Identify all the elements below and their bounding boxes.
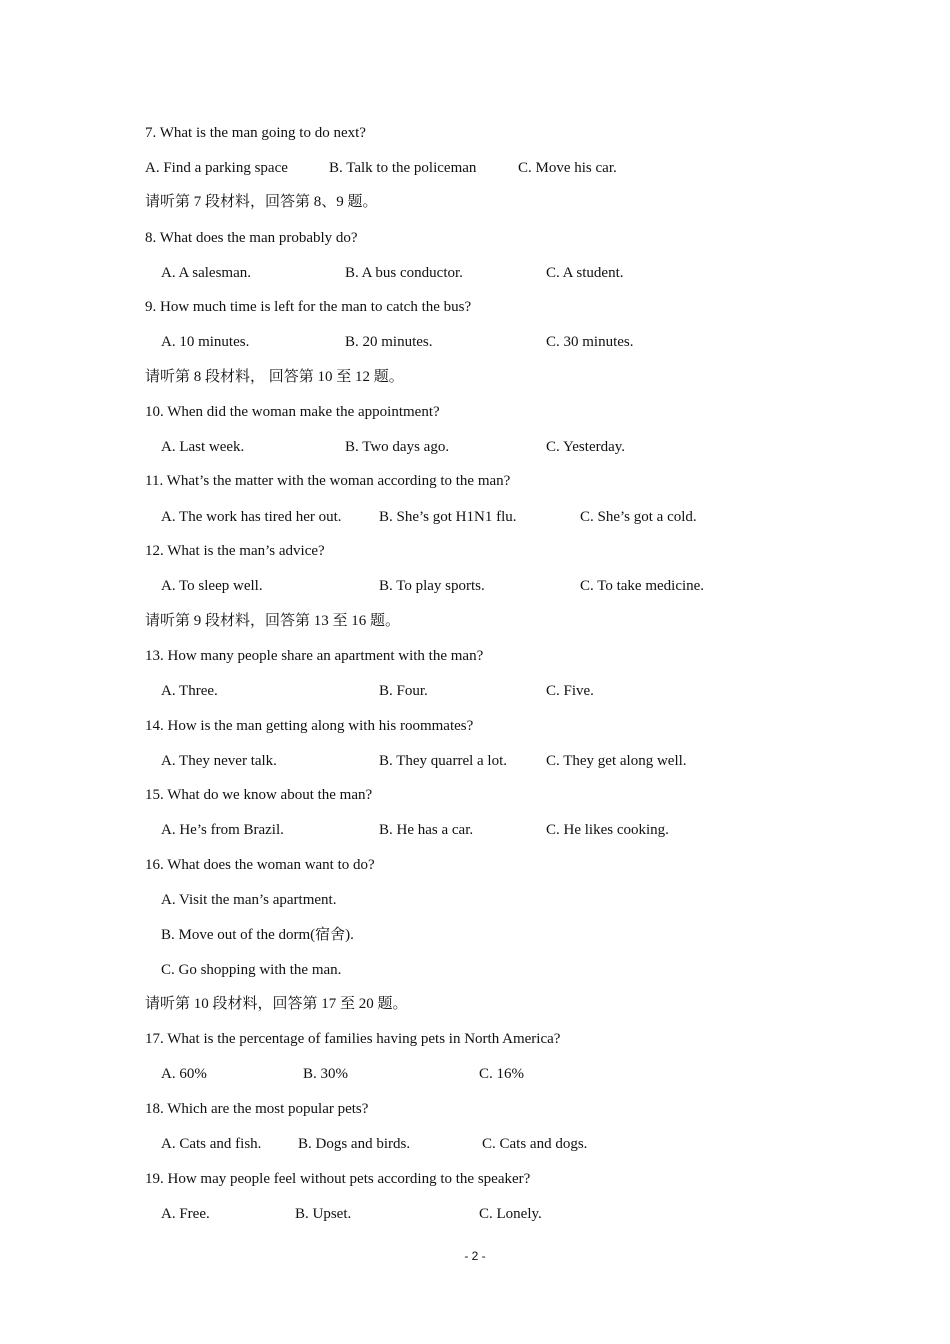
- q19-option-c: C. Lonely.: [479, 1206, 542, 1222]
- q15-option-a: A. He’s from Brazil.: [161, 822, 284, 838]
- q18-option-c: C. Cats and dogs.: [482, 1136, 588, 1152]
- q15-option-b: B. He has a car.: [379, 822, 474, 838]
- q18-option-b: B. Dogs and birds.: [298, 1136, 411, 1152]
- q16-option-c: C. Go shopping with the man.: [161, 962, 342, 978]
- question-18: 18. Which are the most popular pets?: [145, 1101, 369, 1117]
- q18-option-a: A. Cats and fish.: [161, 1136, 262, 1152]
- question-7: 7. What is the man going to do next?: [145, 125, 366, 141]
- q9-option-c: C. 30 minutes.: [546, 334, 634, 350]
- q9-option-a: A. 10 minutes.: [161, 334, 250, 350]
- section-7-instruction: 请听第 7 段材料，回答第 8、9 题。: [145, 194, 378, 210]
- q7-option-c: C. Move his car.: [518, 160, 617, 176]
- q19-option-a: A. Free.: [161, 1206, 210, 1222]
- q10-option-c: C. Yesterday.: [546, 439, 626, 455]
- q12-option-b: B. To play sports.: [379, 578, 485, 594]
- q13-option-b: B. Four.: [379, 683, 428, 699]
- question-16: 16. What does the woman want to do?: [145, 857, 375, 873]
- q16-option-a: A. Visit the man’s apartment.: [161, 892, 337, 908]
- q17-option-a: A. 60%: [161, 1066, 207, 1082]
- q14-option-b: B. They quarrel a lot.: [379, 753, 508, 769]
- q17-option-c: C. 16%: [479, 1066, 524, 1082]
- section-9-instruction: 请听第 9 段材料，回答第 13 至 16 题。: [145, 613, 401, 629]
- q12-option-a: A. To sleep well.: [161, 578, 263, 594]
- q10-option-a: A. Last week.: [161, 439, 245, 455]
- question-19: 19. How may people feel without pets according to the speaker?: [145, 1171, 531, 1187]
- question-10: 10. When did the woman make the appointment?: [145, 404, 440, 420]
- page-number: - 2 -: [464, 1249, 486, 1263]
- q9-option-b: B. 20 minutes.: [345, 334, 433, 350]
- q16-option-b: B. Move out of the dorm(宿舍).: [161, 927, 354, 943]
- question-9: 9. How much time is left for the man to catch the bus?: [145, 299, 472, 315]
- q15-option-c: C. He likes cooking.: [546, 822, 669, 838]
- question-8: 8. What does the man probably do?: [145, 230, 358, 246]
- q13-option-c: C. Five.: [546, 683, 594, 699]
- q8-option-a: A. A salesman.: [161, 265, 251, 281]
- question-11: 11. What’s the matter with the woman according to the man?: [145, 473, 511, 489]
- question-14: 14. How is the man getting along with his roommates?: [145, 718, 474, 734]
- q14-option-a: A. They never talk.: [161, 753, 277, 769]
- q19-option-b: B. Upset.: [295, 1206, 352, 1222]
- q8-option-c: C. A student.: [546, 265, 624, 281]
- q11-option-a: A. The work has tired her out.: [161, 509, 342, 525]
- q11-option-b: B. She’s got H1N1 flu.: [379, 509, 517, 525]
- question-12: 12. What is the man’s advice?: [145, 543, 325, 559]
- question-15: 15. What do we know about the man?: [145, 787, 373, 803]
- q7-option-b: B. Talk to the policeman: [329, 160, 477, 176]
- section-10-instruction: 请听第 10 段材料，回答第 17 至 20 题。: [145, 996, 408, 1012]
- q17-option-b: B. 30%: [303, 1066, 348, 1082]
- q7-option-a: A. Find a parking space: [145, 160, 288, 176]
- q14-option-c: C. They get along well.: [546, 753, 687, 769]
- q8-option-b: B. A bus conductor.: [345, 265, 463, 281]
- question-17: 17. What is the percentage of families having pets in North America?: [145, 1031, 561, 1047]
- q12-option-c: C. To take medicine.: [580, 578, 705, 594]
- q13-option-a: A. Three.: [161, 683, 218, 699]
- section-8-instruction: 请听第 8 段材料， 回答第 10 至 12 题。: [145, 369, 404, 385]
- q10-option-b: B. Two days ago.: [345, 439, 450, 455]
- question-13: 13. How many people share an apartment with the man?: [145, 648, 484, 664]
- q11-option-c: C. She’s got a cold.: [580, 509, 697, 525]
